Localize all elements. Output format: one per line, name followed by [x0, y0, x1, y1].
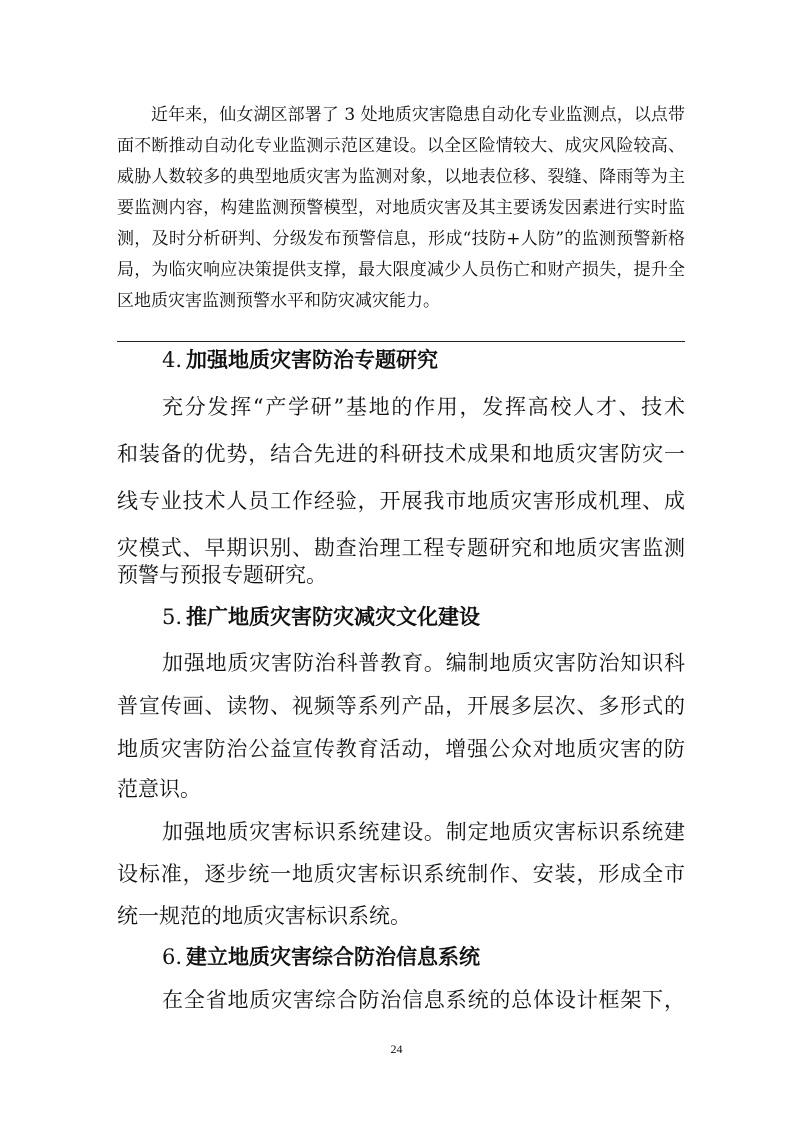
section-heading: [162, 940, 480, 974]
section-title: 建立地质灾害综合防治信息系统: [186, 944, 481, 969]
box-line: 测，及时分析研判、分级发布预警信息，形成“技防+人防”的监测预警新格: [117, 229, 685, 249]
paragraph-line: 在全省地质灾害综合防治信息系统的总体设计框架下，: [162, 988, 685, 1012]
section-heading: [162, 343, 438, 377]
box-line: 区地质灾害监测预警水平和防灾减灾能力。: [117, 291, 440, 311]
paragraph-line: 线专业技术人员工作经验，开展我市地质灾害形成机理、成: [117, 489, 685, 513]
section-title: 推广地质灾害防灾减灾文化建设: [186, 604, 481, 629]
paragraph-line: 地质灾害防治公益宣传教育活动，增强公众对地质灾害的防: [117, 737, 685, 761]
page-number: 24: [390, 1042, 403, 1056]
paragraph-line: 和装备的优势，结合先进的科研技术成果和地质灾害防灾一: [117, 442, 685, 466]
section-number: 5.: [162, 605, 183, 629]
box-line: 面不断推动自动化专业监测示范区建设。以全区险情较大、成灾风险较高、: [117, 136, 685, 156]
paragraph-line: 预警与预报专题研究。: [117, 563, 327, 587]
paragraph-line: 灾模式、早期识别、勘查治理工程专题研究和地质灾害监测: [117, 536, 685, 560]
section-title: 加强地质灾害防治专题研究: [186, 347, 439, 372]
paragraph-line: 范意识。: [117, 777, 201, 801]
box-line: 近年来，仙女湖区部署了 3 处地质灾害隐患自动化专业监测点，以点带: [151, 105, 685, 125]
box-line: 局，为临灾响应决策提供支撑，最大限度减少人员伤亡和财产损失，提升全: [117, 260, 685, 280]
box-line: 威胁人数较多的典型地质灾害为监测对象，以地表位移、裂缝、降雨等为主: [117, 167, 685, 187]
paragraph-line: 设标准，逐步统一地质灾害标识系统制作、安装，形成全市: [117, 862, 685, 886]
box-line: 要监测内容，构建监测预警模型，对地质灾害及其主要诱发因素进行实时监: [117, 198, 685, 218]
paragraph-line: 充分发挥“产学研”基地的作用，发挥高校人才、技术: [162, 395, 685, 419]
boxed-paragraph: [117, 95, 685, 342]
paragraph-line: 加强地质灾害标识系统建设。制定地质灾害标识系统建: [162, 820, 685, 844]
section-number: 6.: [162, 945, 183, 969]
section-number: 4.: [162, 348, 183, 372]
paragraph-line: 统一规范的地质灾害标识系统。: [117, 904, 411, 928]
section-heading: [162, 600, 480, 634]
paragraph-line: 普宣传画、读物、视频等系列产品，开展多层次、多形式的: [117, 694, 685, 718]
paragraph-line: 加强地质灾害防治科普教育。编制地质灾害防治知识科: [162, 651, 685, 675]
